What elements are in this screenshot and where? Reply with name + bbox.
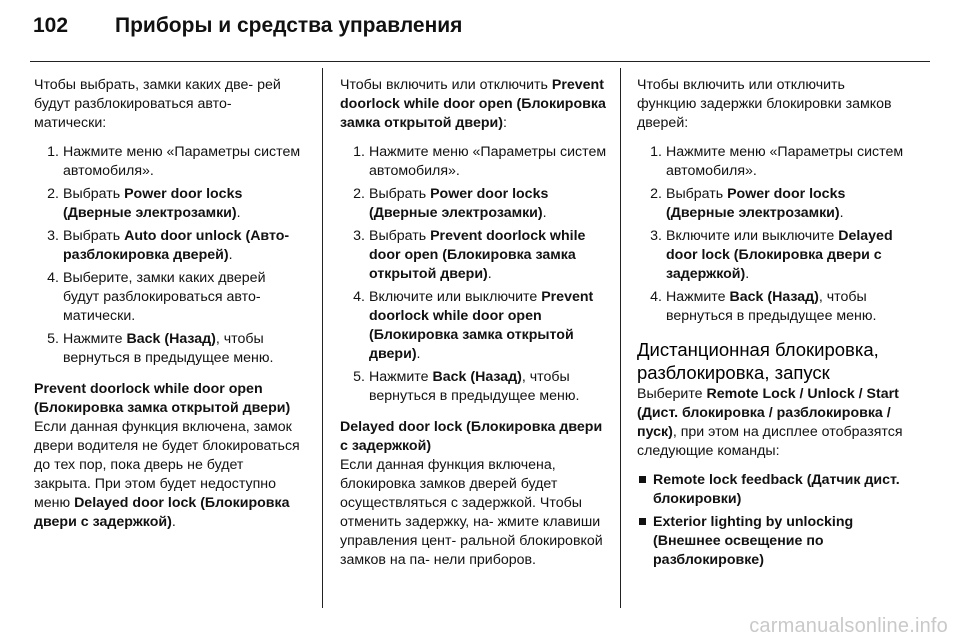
col2-steps — [340, 143, 608, 406]
remote-intro: Выберите Remote Lock / Unlock / Start (Дист. блокировка / разблокировка / пуск), при этом на дисплее отобразятся следующие команды: — [637, 386, 903, 459]
step-item: 2. Выбрать Power door locks (Дверные электрозамки). — [650, 186, 846, 221]
step-item: 1. Нажмите меню «Параметры систем автомобиля». — [650, 144, 904, 179]
section-text: Если данная функция включена, блокировка замков дверей будет осуществляться с задержкой. Чтобы отменить задержку, на- жмите клавиши управления цент- ральной блокировкой замков на па- нели приборов. — [340, 457, 603, 568]
list-item: Exterior lighting by unlocking (Внешнее освещение по разблокировке) — [637, 513, 907, 570]
col2-intro: Чтобы включить или отключить Prevent doorlock while door open (Блокировка замка открытой двери): — [340, 77, 606, 131]
section-text: Если данная функция включена, замок двери водителя не будет блокироваться до тех пор, пока дверь не будет закрыта. При этом будет недоступно меню Delayed door lock (Блокировка двери с задержкой). — [34, 419, 300, 530]
step-item: 4. Выберите, замки каких дверей будут разблокироваться авто- матически. — [47, 270, 266, 324]
column-2 — [340, 76, 608, 580]
step-item: 3. Выбрать Auto door unlock (Авто- разблокировка дверей). — [47, 228, 290, 263]
step-item: 5. Нажмите Back (Назад), чтобы вернуться в предыдущее меню. — [353, 369, 580, 404]
section-heading: Delayed door lock (Блокировка двери с задержкой) — [340, 419, 603, 454]
square-bullet-icon — [639, 518, 646, 525]
command-list — [637, 471, 907, 570]
header-divider — [30, 61, 930, 62]
section-heading: Prevent doorlock while door open (Блокировка замка открытой двери) — [34, 381, 291, 416]
col1-steps — [34, 143, 302, 368]
page-header — [33, 14, 930, 54]
step-item: 4. Включите или выключите Prevent doorlock while door open (Блокировка замка открытой двери). — [353, 289, 594, 362]
list-item: Remote lock feedback (Датчик дист. блокировки) — [637, 471, 907, 509]
column-divider-1 — [322, 68, 323, 608]
col1-intro: Чтобы выбрать, замки каких две- рей будут разблокироваться авто- матически: — [34, 77, 281, 131]
step-item: 2. Выбрать Power door locks (Дверные электрозамки). — [47, 186, 243, 221]
col3-intro: Чтобы включить или отключить функцию задержки блокировки замков дверей: — [637, 77, 892, 131]
step-item: 4. Нажмите Back (Назад), чтобы вернуться в предыдущее меню. — [650, 289, 877, 324]
step-item: 2. Выбрать Power door locks (Дверные электрозамки). — [353, 186, 549, 221]
col3-steps — [637, 143, 907, 326]
page-title: Приборы и средства управления — [115, 14, 463, 37]
column-divider-2 — [620, 68, 621, 608]
page-number: 102 — [33, 14, 69, 37]
step-item: 1. Нажмите меню «Параметры систем автомобиля». — [47, 144, 301, 179]
column-3 — [637, 76, 907, 574]
step-item: 3. Выбрать Prevent doorlock while door open (Блокировка замка открытой двери). — [353, 228, 586, 282]
step-item: 5. Нажмите Back (Назад), чтобы вернуться в предыдущее меню. — [47, 331, 274, 366]
step-item: 3. Включите или выключите Delayed door lock (Блокировка двери с задержкой). — [650, 228, 893, 282]
square-bullet-icon — [639, 476, 646, 483]
section-heading-large: Дистанционная блокировка, разблокировка, запуск — [637, 339, 879, 383]
column-1 — [34, 76, 302, 542]
step-item: 1. Нажмите меню «Параметры систем автомобиля». — [353, 144, 607, 179]
watermark: carmanualsonline.info — [749, 615, 948, 637]
